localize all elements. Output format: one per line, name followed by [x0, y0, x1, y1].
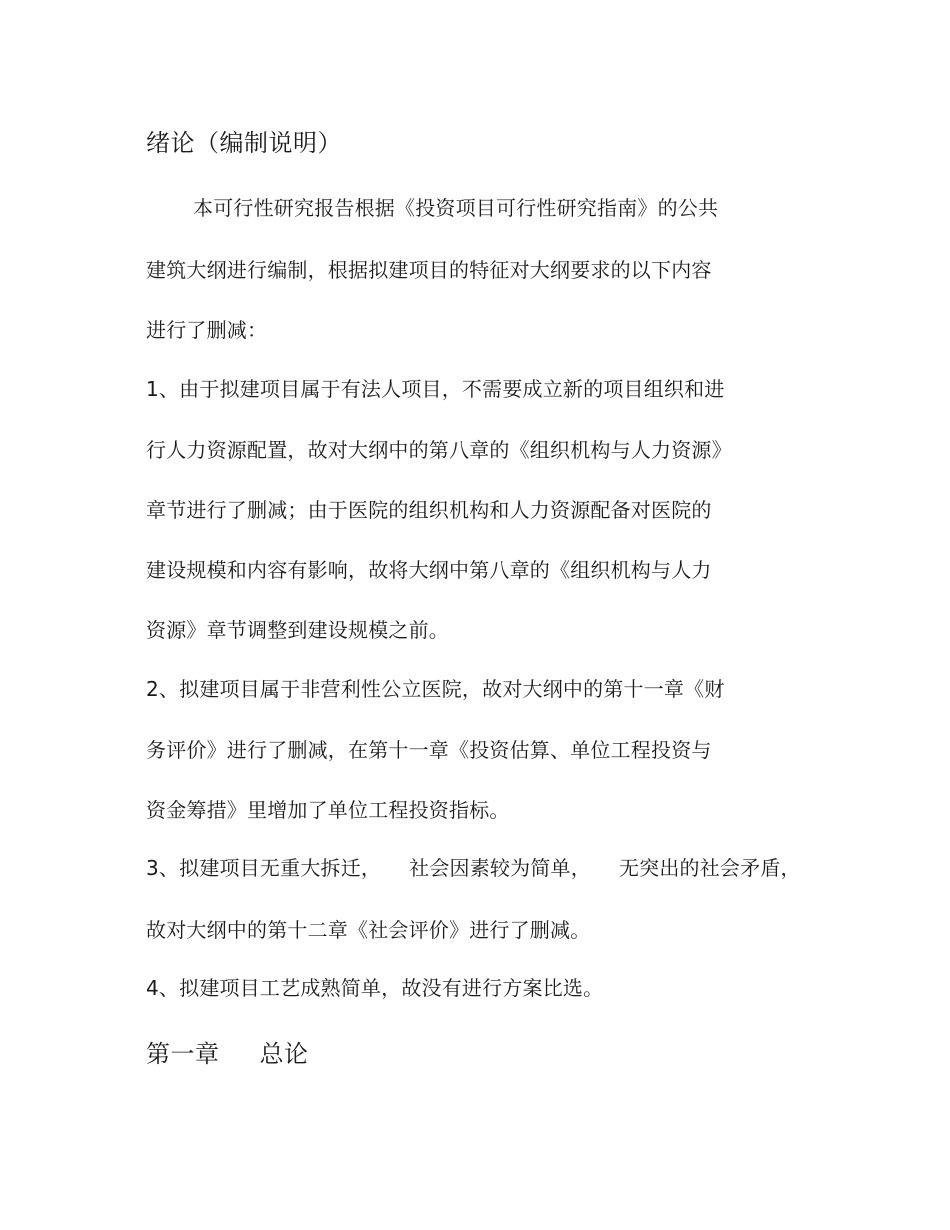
item1-line-2: 行人力资源配置，故对大纲中的第八章的《组织机构与人力资源》: [146, 438, 732, 462]
intro-paragraph-line-2: 建筑大纲进行编制，根据拟建项目的特征对大纲要求的以下内容: [146, 258, 712, 282]
chapter-1-title: 总论: [259, 1040, 309, 1068]
chapter-1-number: 第一章: [146, 1040, 220, 1068]
item1-line-3: 章节进行了删减；由于医院的组织机构和人力资源配备对医院的: [146, 498, 712, 522]
item2-line-2: 务评价》进行了删减，在第十一章《投资估算、单位工程投资与: [146, 738, 712, 762]
item3-line-1: [146, 856, 801, 880]
item2-line-3: 资金筹措》里增加了单位工程投资指标。: [146, 798, 510, 822]
item2-line-1: 2、拟建项目属于非营利性公立医院，故对大纲中的第十一章《财: [146, 677, 725, 701]
intro-paragraph-line-3: 进行了删减：: [146, 318, 268, 342]
item3-part-b: 社会因素较为简单，: [409, 856, 591, 880]
intro-paragraph-line-1: 本可行性研究报告根据《投资项目可行性研究指南》的公共: [193, 196, 719, 220]
item1-line-1: 1、由于拟建项目属于有法人项目，不需要成立新的项目组织和进: [146, 377, 725, 401]
item3-part-a: 3、拟建项目无重大拆迁，: [146, 856, 382, 880]
intro-heading: 绪论（编制说明）: [146, 129, 342, 157]
chapter-1-heading: [146, 1039, 309, 1069]
item1-line-5: 资源》章节调整到建设规模之前。: [146, 618, 449, 642]
item1-line-4: 建设规模和内容有影响，故将大纲中第八章的《组织机构与人力: [146, 558, 712, 582]
item3-line-2: 故对大纲中的第十二章《社会评价》进行了删减。: [146, 918, 591, 942]
item4-line: 4、拟建项目工艺成熟简单，故没有进行方案比选。: [146, 976, 604, 1000]
item3-part-c: 无突出的社会矛盾，: [618, 856, 801, 880]
